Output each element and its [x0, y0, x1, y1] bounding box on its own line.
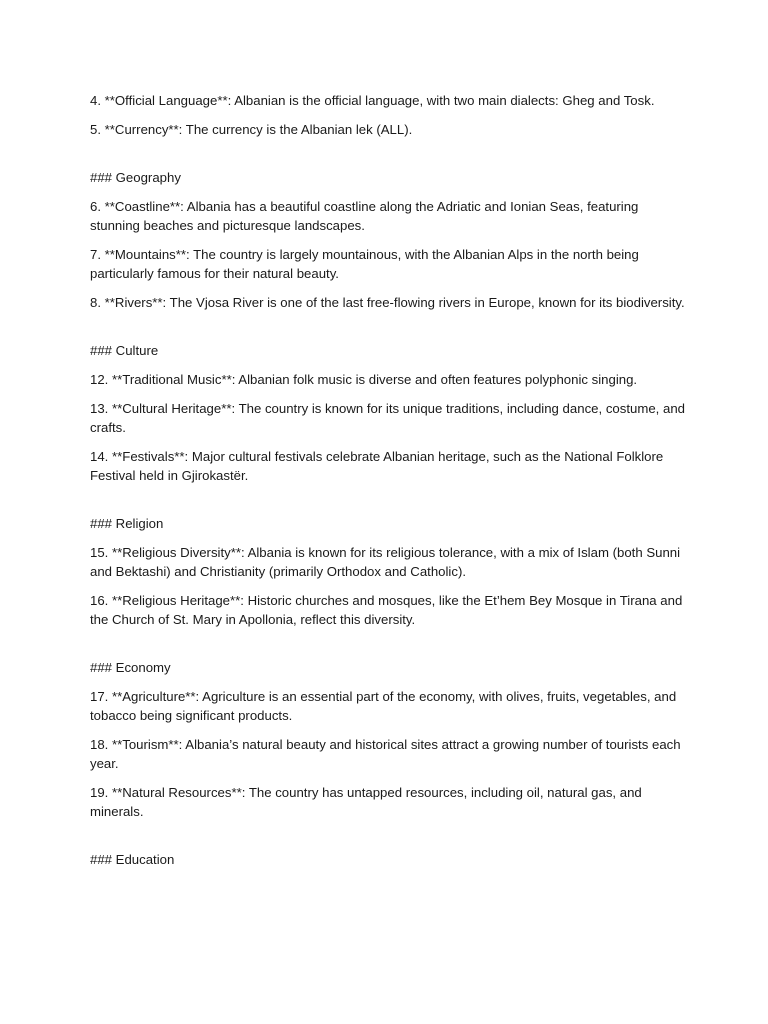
- list-item-agriculture: 17. **Agriculture**: Agriculture is an essential part of the economy, with olives, fruits, vegetables, and tobacco being significant products.: [90, 689, 677, 723]
- list-item-cultural-heritage: 13. **Cultural Heritage**: The country is known for its unique traditions, including dance, costume, and crafts.: [90, 401, 685, 435]
- list-item-festivals: 14. **Festivals**: Major cultural festivals celebrate Albanian heritage, such as the National Folklore Festival held in Gjirokastër.: [90, 449, 664, 483]
- list-item-mountains: 7. **Mountains**: The country is largely mountainous, with the Albanian Alps in the north being particularly famous for their natural beauty.: [90, 247, 639, 281]
- list-item-coastline: 6. **Coastline**: Albania has a beautiful coastline along the Adriatic and Ionian Seas, featuring stunning beaches and picturesque landscapes.: [90, 199, 639, 233]
- list-item-religious-diversity: 15. **Religious Diversity**: Albania is known for its religious tolerance, with a mix of Islam (both Sunni and Bektashi) and Christianity (primarily Orthodox and Catholic).: [90, 545, 681, 579]
- list-item-official-language: 4. **Official Language**: Albanian is the official language, with two main dialects: Gheg and Tosk.: [90, 93, 655, 108]
- section-heading-economy: ### Economy: [90, 660, 171, 675]
- section-heading-religion: ### Religion: [90, 516, 164, 531]
- list-item-natural-resources: 19. **Natural Resources**: The country has untapped resources, including oil, natural gas, and minerals.: [90, 785, 642, 819]
- list-item-religious-heritage: 16. **Religious Heritage**: Historic churches and mosques, like the Et’hem Bey Mosque in Tirana and the Church of St. Mary in Apollonia, reflect this diversity.: [90, 593, 683, 627]
- list-item-rivers: 8. **Rivers**: The Vjosa River is one of the last free-flowing rivers in Europe, known for its biodiversity.: [90, 295, 685, 310]
- list-item-traditional-music: 12. **Traditional Music**: Albanian folk music is diverse and often features polyphonic singing.: [90, 372, 638, 387]
- list-item-tourism: 18. **Tourism**: Albania’s natural beauty and historical sites attract a growing number of tourists each year.: [90, 737, 681, 771]
- list-item-currency: 5. **Currency**: The currency is the Albanian lek (ALL).: [90, 122, 413, 137]
- section-heading-education: ### Education: [90, 852, 175, 867]
- section-heading-culture: ### Culture: [90, 343, 159, 358]
- section-heading-geography: ### Geography: [90, 170, 181, 185]
